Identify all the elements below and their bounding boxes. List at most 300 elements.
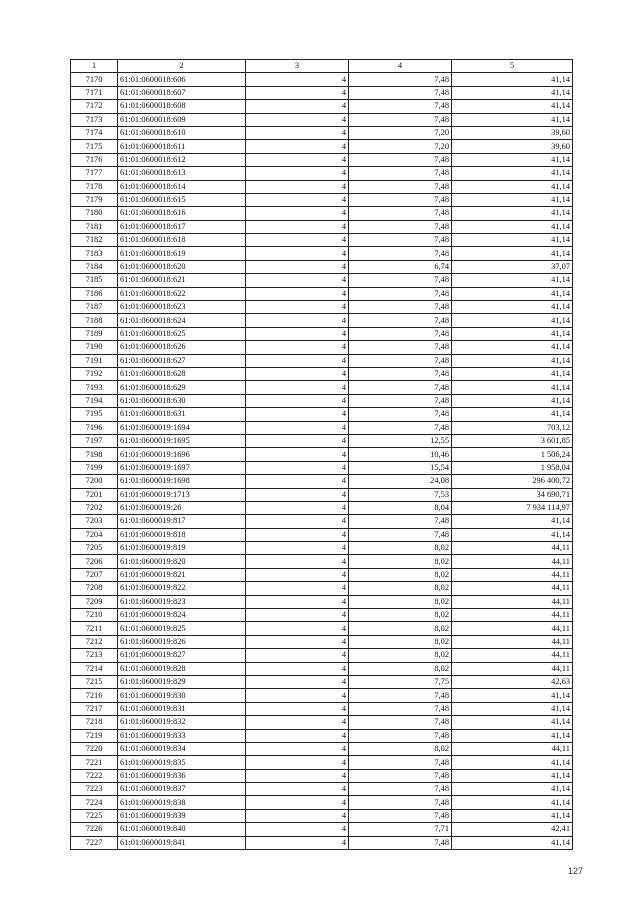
cell-col-1: 7198 [71, 448, 118, 461]
cell-col-3: 4 [246, 341, 349, 354]
cell-col-2: 61:01:0600019:834 [118, 742, 246, 755]
cell-col-5: 44,11 [452, 609, 573, 622]
cell-col-2: 61:01:0600019:818 [118, 528, 246, 541]
table-row [71, 649, 573, 662]
table-row [71, 207, 573, 220]
cell-col-5: 44,11 [452, 582, 573, 595]
cell-col-4: 8,02 [349, 609, 452, 622]
cell-col-3: 4 [246, 408, 349, 421]
table-row [71, 434, 573, 447]
cell-col-5: 41,14 [452, 207, 573, 220]
cell-col-1: 7181 [71, 220, 118, 233]
cell-col-1: 7208 [71, 582, 118, 595]
cell-col-1: 7171 [71, 86, 118, 99]
cell-col-3: 4 [246, 729, 349, 742]
cell-col-5: 39,60 [452, 126, 573, 139]
cell-col-4: 7,48 [349, 113, 452, 126]
cell-col-3: 4 [246, 716, 349, 729]
cell-col-2: 61:01:0600018:622 [118, 287, 246, 300]
cell-col-4: 8,04 [349, 501, 452, 514]
cell-col-1: 7172 [71, 100, 118, 113]
cell-col-2: 61:01:0600019:836 [118, 769, 246, 782]
table-row [71, 568, 573, 581]
cell-col-4: 24,08 [349, 475, 452, 488]
cell-col-3: 4 [246, 662, 349, 675]
table-row [71, 461, 573, 474]
table-row [71, 756, 573, 769]
cell-col-5: 41,14 [452, 86, 573, 99]
cell-col-5: 703,12 [452, 421, 573, 434]
cell-col-1: 7189 [71, 327, 118, 340]
cell-col-5: 41,14 [452, 689, 573, 702]
cell-col-1: 7227 [71, 836, 118, 849]
cell-col-4: 7,48 [349, 689, 452, 702]
table-row [71, 408, 573, 421]
cell-col-3: 4 [246, 381, 349, 394]
table-row [71, 488, 573, 501]
table-row [71, 809, 573, 822]
table-row [71, 167, 573, 180]
cell-col-2: 61:01:0600018:625 [118, 327, 246, 340]
table-row [71, 153, 573, 166]
cell-col-5: 44,11 [452, 649, 573, 662]
cell-col-2: 61:01:0600019:835 [118, 756, 246, 769]
table-row [71, 247, 573, 260]
table-row [71, 234, 573, 247]
cell-col-5: 42,63 [452, 675, 573, 688]
cell-col-5: 41,14 [452, 167, 573, 180]
cell-col-4: 7,71 [349, 823, 452, 836]
cell-col-1: 7196 [71, 421, 118, 434]
cell-col-4: 6,74 [349, 260, 452, 273]
cell-col-1: 7191 [71, 354, 118, 367]
cell-col-4: 7,48 [349, 287, 452, 300]
cell-col-4: 8,02 [349, 742, 452, 755]
cell-col-3: 4 [246, 809, 349, 822]
table-row [71, 769, 573, 782]
cell-col-5: 44,11 [452, 555, 573, 568]
cell-col-2: 61:01:0600018:626 [118, 341, 246, 354]
cell-col-5: 41,14 [452, 702, 573, 715]
cell-col-1: 7204 [71, 528, 118, 541]
header-row [71, 60, 573, 73]
table-row [71, 662, 573, 675]
cell-col-3: 4 [246, 515, 349, 528]
cell-col-4: 7,48 [349, 716, 452, 729]
cell-col-5: 44,11 [452, 595, 573, 608]
table-row [71, 193, 573, 206]
cell-col-5: 41,14 [452, 836, 573, 849]
table-row [71, 742, 573, 755]
cell-col-3: 4 [246, 568, 349, 581]
cell-col-4: 8,02 [349, 568, 452, 581]
cell-col-5: 41,14 [452, 381, 573, 394]
table-row [71, 555, 573, 568]
table-row [71, 421, 573, 434]
cell-col-3: 4 [246, 140, 349, 153]
cell-col-4: 8,02 [349, 542, 452, 555]
cell-col-3: 4 [246, 153, 349, 166]
cell-col-4: 7,48 [349, 153, 452, 166]
cell-col-2: 61:01:0600019:819 [118, 542, 246, 555]
cell-col-1: 7213 [71, 649, 118, 662]
cell-col-3: 4 [246, 421, 349, 434]
cell-col-3: 4 [246, 434, 349, 447]
cell-col-1: 7190 [71, 341, 118, 354]
cell-col-4: 7,48 [349, 73, 452, 86]
cell-col-2: 61:01:0600018:608 [118, 100, 246, 113]
cell-col-5: 41,14 [452, 274, 573, 287]
cell-col-2: 61:01:0600019:1694 [118, 421, 246, 434]
table-row [71, 729, 573, 742]
cell-col-5: 44,11 [452, 635, 573, 648]
cell-col-2: 61:01:0600018:606 [118, 73, 246, 86]
table-row [71, 220, 573, 233]
cell-col-1: 7187 [71, 301, 118, 314]
cell-col-5: 3 601,85 [452, 434, 573, 447]
cell-col-1: 7193 [71, 381, 118, 394]
cell-col-1: 7176 [71, 153, 118, 166]
cell-col-2: 61:01:0600018:628 [118, 367, 246, 380]
cell-col-1: 7218 [71, 716, 118, 729]
cell-col-4: 8,02 [349, 649, 452, 662]
table-row [71, 341, 573, 354]
cell-col-2: 61:01:0600019:828 [118, 662, 246, 675]
cell-col-3: 4 [246, 475, 349, 488]
table-row [71, 448, 573, 461]
cell-col-2: 61:01:0600019:820 [118, 555, 246, 568]
table-row [71, 702, 573, 715]
column-header-4: 4 [349, 60, 452, 73]
cell-col-4: 7,48 [349, 100, 452, 113]
cell-col-5: 41,14 [452, 327, 573, 340]
cell-col-4: 7,48 [349, 381, 452, 394]
cell-col-5: 44,11 [452, 622, 573, 635]
cell-col-3: 4 [246, 260, 349, 273]
cell-col-1: 7182 [71, 234, 118, 247]
table-row [71, 622, 573, 635]
cell-col-2: 61:01:0600019:826 [118, 635, 246, 648]
cell-col-2: 61:01:0600019:839 [118, 809, 246, 822]
cell-col-5: 41,14 [452, 301, 573, 314]
page-number: 127 [567, 866, 583, 876]
cell-col-3: 4 [246, 73, 349, 86]
cell-col-4: 7,48 [349, 769, 452, 782]
cell-col-4: 7,48 [349, 274, 452, 287]
cell-col-1: 7186 [71, 287, 118, 300]
cell-col-4: 7,48 [349, 796, 452, 809]
cell-col-3: 4 [246, 555, 349, 568]
cell-col-1: 7215 [71, 675, 118, 688]
cell-col-4: 7,48 [349, 180, 452, 193]
cell-col-4: 7,48 [349, 702, 452, 715]
cell-col-4: 7,48 [349, 354, 452, 367]
cell-col-1: 7199 [71, 461, 118, 474]
cell-col-4: 7,48 [349, 367, 452, 380]
cell-col-5: 34 690,71 [452, 488, 573, 501]
cell-col-4: 7,48 [349, 756, 452, 769]
cell-col-5: 41,14 [452, 783, 573, 796]
cell-col-5: 42,41 [452, 823, 573, 836]
table-row [71, 126, 573, 139]
cell-col-3: 4 [246, 488, 349, 501]
cell-col-4: 7,48 [349, 220, 452, 233]
cell-col-1: 7209 [71, 595, 118, 608]
cell-col-1: 7170 [71, 73, 118, 86]
cell-col-4: 8,02 [349, 582, 452, 595]
table-row [71, 86, 573, 99]
cell-col-2: 61:01:0600019:1697 [118, 461, 246, 474]
cell-col-5: 1 958,04 [452, 461, 573, 474]
cell-col-5: 7 934 114,97 [452, 501, 573, 514]
cell-col-2: 61:01:0600019:822 [118, 582, 246, 595]
cell-col-4: 8,02 [349, 622, 452, 635]
cell-col-2: 61:01:0600019:838 [118, 796, 246, 809]
cell-col-4: 7,48 [349, 314, 452, 327]
cell-col-1: 7205 [71, 542, 118, 555]
cell-col-2: 61:01:0600019:1696 [118, 448, 246, 461]
table-row [71, 100, 573, 113]
table-row [71, 274, 573, 287]
column-header-1: 1 [71, 60, 118, 73]
cell-col-2: 61:01:0600019:1695 [118, 434, 246, 447]
cell-col-4: 8,02 [349, 662, 452, 675]
cell-col-4: 7,48 [349, 341, 452, 354]
cell-col-1: 7225 [71, 809, 118, 822]
cell-col-4: 7,48 [349, 408, 452, 421]
cell-col-5: 41,14 [452, 408, 573, 421]
cell-col-1: 7212 [71, 635, 118, 648]
cell-col-1: 7224 [71, 796, 118, 809]
cell-col-1: 7177 [71, 167, 118, 180]
cell-col-2: 61:01:0600018:618 [118, 234, 246, 247]
cell-col-1: 7175 [71, 140, 118, 153]
table-row [71, 675, 573, 688]
cell-col-4: 7,53 [349, 488, 452, 501]
cell-col-4: 7,48 [349, 729, 452, 742]
cell-col-2: 61:01:0600018:610 [118, 126, 246, 139]
cell-col-3: 4 [246, 113, 349, 126]
cell-col-4: 8,02 [349, 595, 452, 608]
cell-col-1: 7220 [71, 742, 118, 755]
cell-col-3: 4 [246, 609, 349, 622]
cell-col-1: 7217 [71, 702, 118, 715]
table-row [71, 542, 573, 555]
cell-col-3: 4 [246, 542, 349, 555]
table-header [71, 60, 573, 73]
cell-col-2: 61:01:0600018:614 [118, 180, 246, 193]
cell-col-3: 4 [246, 247, 349, 260]
cell-col-5: 41,14 [452, 287, 573, 300]
cell-col-5: 41,14 [452, 809, 573, 822]
table-row [71, 113, 573, 126]
cell-col-5: 41,14 [452, 716, 573, 729]
cell-col-3: 4 [246, 595, 349, 608]
table-row [71, 354, 573, 367]
cell-col-1: 7201 [71, 488, 118, 501]
cell-col-3: 4 [246, 836, 349, 849]
cell-col-4: 7,75 [349, 675, 452, 688]
cell-col-2: 61:01:0600018:627 [118, 354, 246, 367]
cell-col-1: 7207 [71, 568, 118, 581]
cell-col-4: 7,48 [349, 836, 452, 849]
table-row [71, 501, 573, 514]
cell-col-2: 61:01:0600019:841 [118, 836, 246, 849]
cell-col-1: 7206 [71, 555, 118, 568]
cell-col-1: 7179 [71, 193, 118, 206]
cell-col-2: 61:01:0600018:615 [118, 193, 246, 206]
cell-col-3: 4 [246, 448, 349, 461]
cell-col-5: 41,14 [452, 73, 573, 86]
table-row [71, 260, 573, 273]
cell-col-4: 7,48 [349, 234, 452, 247]
cell-col-1: 7174 [71, 126, 118, 139]
cell-col-3: 4 [246, 769, 349, 782]
cell-col-1: 7194 [71, 394, 118, 407]
cell-col-2: 61:01:0600019:827 [118, 649, 246, 662]
cell-col-1: 7192 [71, 367, 118, 380]
cell-col-5: 41,14 [452, 729, 573, 742]
cell-col-4: 7,48 [349, 207, 452, 220]
cell-col-2: 61:01:0600019:840 [118, 823, 246, 836]
cell-col-1: 7184 [71, 260, 118, 273]
cell-col-3: 4 [246, 635, 349, 648]
cell-col-5: 44,11 [452, 542, 573, 555]
cell-col-1: 7222 [71, 769, 118, 782]
cell-col-2: 61:01:0600019:1698 [118, 475, 246, 488]
cell-col-5: 41,14 [452, 756, 573, 769]
cell-col-2: 61:01:0600018:630 [118, 394, 246, 407]
cell-col-5: 1 506,24 [452, 448, 573, 461]
cell-col-4: 7,48 [349, 528, 452, 541]
cell-col-5: 41,14 [452, 341, 573, 354]
cell-col-3: 4 [246, 314, 349, 327]
cell-col-3: 4 [246, 100, 349, 113]
table-row [71, 180, 573, 193]
cell-col-5: 39,60 [452, 140, 573, 153]
cell-col-5: 44,11 [452, 568, 573, 581]
cell-col-4: 15,54 [349, 461, 452, 474]
table-row [71, 367, 573, 380]
cell-col-2: 61:01:0600019:832 [118, 716, 246, 729]
cell-col-3: 4 [246, 823, 349, 836]
cell-col-3: 4 [246, 301, 349, 314]
cell-col-5: 41,14 [452, 247, 573, 260]
cell-col-2: 61:01:0600019:833 [118, 729, 246, 742]
cell-col-3: 4 [246, 193, 349, 206]
column-header-5: 5 [452, 60, 573, 73]
cell-col-2: 61:01:0600019:821 [118, 568, 246, 581]
cell-col-3: 4 [246, 756, 349, 769]
cell-col-1: 7216 [71, 689, 118, 702]
table-row [71, 515, 573, 528]
cell-col-4: 7,48 [349, 809, 452, 822]
cell-col-5: 41,14 [452, 528, 573, 541]
cell-col-2: 61:01:0600018:607 [118, 86, 246, 99]
cell-col-5: 41,14 [452, 354, 573, 367]
cell-col-4: 7,48 [349, 167, 452, 180]
table-row [71, 528, 573, 541]
cell-col-4: 7,48 [349, 247, 452, 260]
cell-col-3: 4 [246, 287, 349, 300]
cell-col-2: 61:01:0600018:619 [118, 247, 246, 260]
cell-col-3: 4 [246, 783, 349, 796]
cell-col-5: 296 400,72 [452, 475, 573, 488]
cell-col-4: 7,48 [349, 301, 452, 314]
cell-col-3: 4 [246, 367, 349, 380]
cell-col-1: 7197 [71, 434, 118, 447]
cell-col-3: 4 [246, 354, 349, 367]
table-row [71, 595, 573, 608]
cell-col-2: 61:01:0600018:629 [118, 381, 246, 394]
cell-col-4: 7,48 [349, 193, 452, 206]
cell-col-3: 4 [246, 501, 349, 514]
column-header-3: 3 [246, 60, 349, 73]
cell-col-4: 7,48 [349, 421, 452, 434]
cell-col-5: 44,11 [452, 742, 573, 755]
table-row [71, 327, 573, 340]
cell-col-2: 61:01:0600018:613 [118, 167, 246, 180]
cell-col-1: 7221 [71, 756, 118, 769]
cell-col-5: 41,14 [452, 193, 573, 206]
cell-col-3: 4 [246, 649, 349, 662]
cell-col-5: 41,14 [452, 180, 573, 193]
cell-col-1: 7185 [71, 274, 118, 287]
table-row [71, 796, 573, 809]
data-table [70, 59, 573, 850]
cell-col-3: 4 [246, 742, 349, 755]
table-row [71, 140, 573, 153]
table-row [71, 394, 573, 407]
cell-col-2: 61:01:0600018:621 [118, 274, 246, 287]
table-row [71, 381, 573, 394]
cell-col-2: 61:01:0600019:26 [118, 501, 246, 514]
cell-col-1: 7203 [71, 515, 118, 528]
cell-col-4: 7,48 [349, 783, 452, 796]
cell-col-5: 41,14 [452, 796, 573, 809]
cell-col-2: 61:01:0600019:817 [118, 515, 246, 528]
cell-col-5: 41,14 [452, 100, 573, 113]
cell-col-2: 61:01:0600018:623 [118, 301, 246, 314]
cell-col-2: 61:01:0600018:612 [118, 153, 246, 166]
table-row [71, 475, 573, 488]
cell-col-3: 4 [246, 180, 349, 193]
cell-col-4: 12,55 [349, 434, 452, 447]
cell-col-2: 61:01:0600019:830 [118, 689, 246, 702]
table-row [71, 823, 573, 836]
cell-col-4: 7,48 [349, 327, 452, 340]
cell-col-1: 7219 [71, 729, 118, 742]
cell-col-2: 61:01:0600018:620 [118, 260, 246, 273]
cell-col-4: 7,48 [349, 394, 452, 407]
cell-col-1: 7223 [71, 783, 118, 796]
cell-col-1: 7195 [71, 408, 118, 421]
cell-col-5: 41,14 [452, 515, 573, 528]
cell-col-2: 61:01:0600019:823 [118, 595, 246, 608]
cell-col-5: 41,14 [452, 769, 573, 782]
cell-col-3: 4 [246, 167, 349, 180]
table-row [71, 314, 573, 327]
cell-col-3: 4 [246, 675, 349, 688]
cell-col-5: 44,11 [452, 662, 573, 675]
table-row [71, 635, 573, 648]
cell-col-4: 7,20 [349, 126, 452, 139]
table-row [71, 716, 573, 729]
table-row [71, 783, 573, 796]
cell-col-4: 8,02 [349, 555, 452, 568]
table-row [71, 301, 573, 314]
table-row [71, 582, 573, 595]
